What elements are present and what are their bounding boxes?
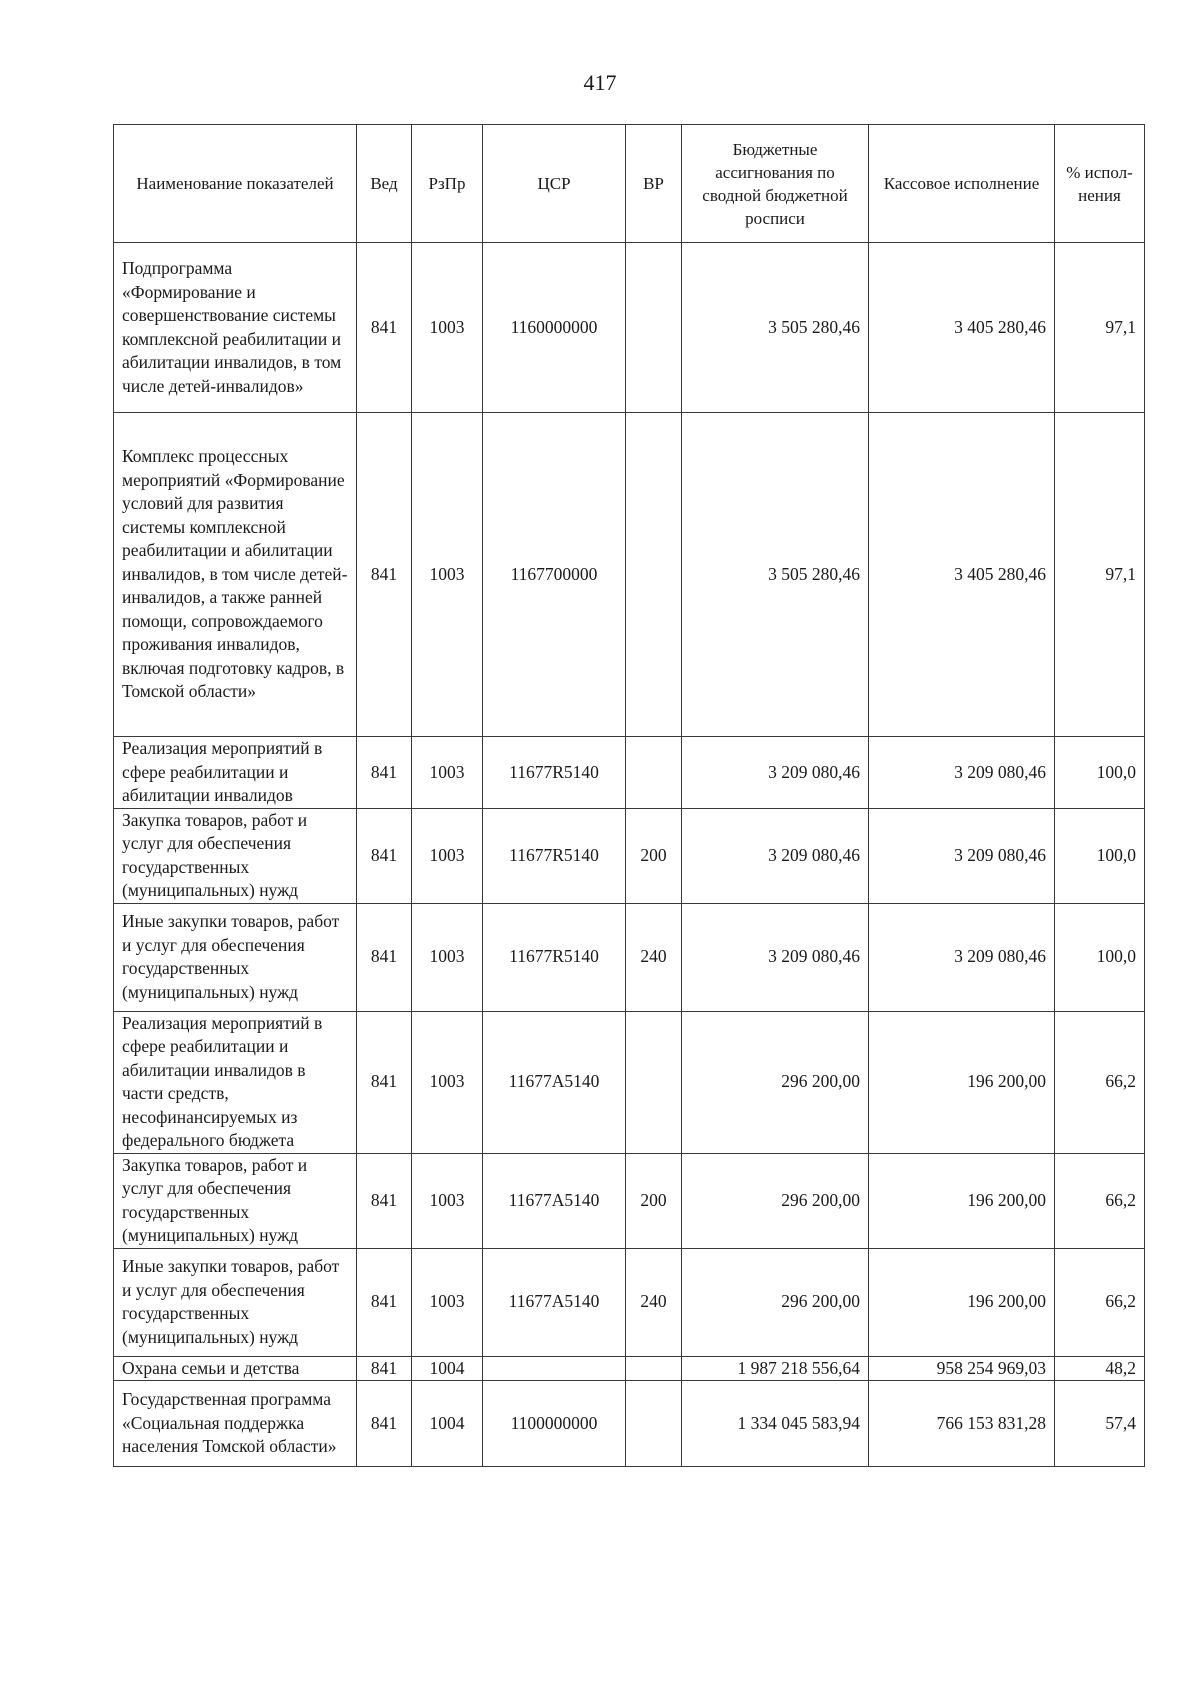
- cell-ved: 841: [357, 903, 412, 1011]
- header-vr: ВР: [626, 125, 682, 243]
- cell-name: Охрана семьи и детства: [114, 1356, 357, 1381]
- cell-assign: 3 209 080,46: [682, 808, 869, 903]
- cell-name: Закупка товаров, работ и услуг для обеспечения государственных (муниципальных) нужд: [114, 1153, 357, 1248]
- cell-cash: 196 200,00: [869, 1248, 1055, 1356]
- cell-cash: 3 405 280,46: [869, 243, 1055, 413]
- cell-rzpr: 1003: [412, 903, 483, 1011]
- cell-assign: 3 209 080,46: [682, 903, 869, 1011]
- header-name: Наименование показателей: [114, 125, 357, 243]
- cell-cash: 3 209 080,46: [869, 737, 1055, 809]
- cell-name: Государственная программа «Социальная поддержка населения Томской области»: [114, 1381, 357, 1467]
- cell-pct: 100,0: [1055, 903, 1145, 1011]
- cell-rzpr: 1004: [412, 1356, 483, 1381]
- cell-rzpr: 1003: [412, 1153, 483, 1248]
- cell-vr: 240: [626, 1248, 682, 1356]
- cell-name: Иные закупки товаров, работ и услуг для обеспечения государственных (муниципальных) нужд: [114, 1248, 357, 1356]
- cell-csr: 1160000000: [483, 243, 626, 413]
- header-csr: ЦСР: [483, 125, 626, 243]
- table-row: [114, 1011, 1145, 1153]
- cell-ved: 841: [357, 1153, 412, 1248]
- cell-csr: [483, 1356, 626, 1381]
- cell-rzpr: 1003: [412, 1011, 483, 1153]
- cell-name: Комплекс процессных мероприятий «Формирование условий для развития системы комплексной реабилитации и абилитации инвалидов, в том числе детей-инвалидов, а также ранней помощи, сопровождаемого проживания инвалидов, включая подготовку кадров, в Томской области»: [114, 413, 357, 737]
- page-number: 417: [583, 70, 617, 95]
- cell-vr: 200: [626, 1153, 682, 1248]
- table-header-row: [114, 125, 1145, 243]
- cell-vr: [626, 243, 682, 413]
- cell-pct: 66,2: [1055, 1153, 1145, 1248]
- cell-cash: 766 153 831,28: [869, 1381, 1055, 1467]
- cell-cash: 3 209 080,46: [869, 808, 1055, 903]
- cell-pct: 66,2: [1055, 1248, 1145, 1356]
- cell-assign: 296 200,00: [682, 1248, 869, 1356]
- cell-name: Закупка товаров, работ и услуг для обеспечения государственных (муниципальных) нужд: [114, 808, 357, 903]
- cell-assign: 3 209 080,46: [682, 737, 869, 809]
- header-percent: % испол-нения: [1055, 125, 1145, 243]
- header-rzpr: РзПр: [412, 125, 483, 243]
- cell-csr: 11677R5140: [483, 737, 626, 809]
- cell-pct: 100,0: [1055, 808, 1145, 903]
- cell-name: Иные закупки товаров, работ и услуг для обеспечения государственных (муниципальных) нужд: [114, 903, 357, 1011]
- cell-assign: 296 200,00: [682, 1153, 869, 1248]
- header-ved: Вед: [357, 125, 412, 243]
- cell-rzpr: 1003: [412, 243, 483, 413]
- cell-rzpr: 1003: [412, 808, 483, 903]
- cell-csr: 11677A5140: [483, 1011, 626, 1153]
- cell-name: Реализация мероприятий в сфере реабилитации и абилитации инвалидов: [114, 737, 357, 809]
- table-row: [114, 737, 1145, 809]
- table-row: [114, 1153, 1145, 1248]
- cell-cash: 3 209 080,46: [869, 903, 1055, 1011]
- header-cash-execution: Кассовое исполнение: [869, 125, 1055, 243]
- cell-vr: [626, 1356, 682, 1381]
- cell-cash: 958 254 969,03: [869, 1356, 1055, 1381]
- cell-assign: 1 334 045 583,94: [682, 1381, 869, 1467]
- cell-rzpr: 1004: [412, 1381, 483, 1467]
- budget-table: [113, 124, 1145, 1467]
- cell-csr: 1100000000: [483, 1381, 626, 1467]
- cell-assign: 3 505 280,46: [682, 413, 869, 737]
- cell-assign: 3 505 280,46: [682, 243, 869, 413]
- table-row: [114, 1248, 1145, 1356]
- cell-csr: 11677A5140: [483, 1153, 626, 1248]
- cell-pct: 48,2: [1055, 1356, 1145, 1381]
- cell-ved: 841: [357, 413, 412, 737]
- cell-ved: 841: [357, 1011, 412, 1153]
- table-row: [114, 1381, 1145, 1467]
- cell-cash: 196 200,00: [869, 1011, 1055, 1153]
- cell-pct: 100,0: [1055, 737, 1145, 809]
- cell-vr: 200: [626, 808, 682, 903]
- cell-pct: 57,4: [1055, 1381, 1145, 1467]
- cell-ved: 841: [357, 808, 412, 903]
- table-row: [114, 413, 1145, 737]
- cell-pct: 97,1: [1055, 243, 1145, 413]
- cell-csr: 11677A5140: [483, 1248, 626, 1356]
- cell-cash: 3 405 280,46: [869, 413, 1055, 737]
- cell-ved: 841: [357, 1381, 412, 1467]
- table-row: [114, 243, 1145, 413]
- cell-ved: 841: [357, 243, 412, 413]
- cell-vr: [626, 737, 682, 809]
- cell-vr: [626, 1011, 682, 1153]
- cell-cash: 196 200,00: [869, 1153, 1055, 1248]
- cell-name: Подпрограмма «Формирование и совершенствование системы комплексной реабилитации и абилитации инвалидов, в том числе детей-инвалидов»: [114, 243, 357, 413]
- cell-pct: 97,1: [1055, 413, 1145, 737]
- cell-ved: 841: [357, 1356, 412, 1381]
- table-row: [114, 808, 1145, 903]
- cell-rzpr: 1003: [412, 737, 483, 809]
- cell-name: Реализация мероприятий в сфере реабилитации и абилитации инвалидов в части средств, несофинансируемых из федерального бюджета: [114, 1011, 357, 1153]
- cell-vr: [626, 1381, 682, 1467]
- cell-csr: 11677R5140: [483, 808, 626, 903]
- cell-ved: 841: [357, 1248, 412, 1356]
- cell-rzpr: 1003: [412, 413, 483, 737]
- cell-vr: 240: [626, 903, 682, 1011]
- cell-vr: [626, 413, 682, 737]
- cell-csr: 1167700000: [483, 413, 626, 737]
- cell-pct: 66,2: [1055, 1011, 1145, 1153]
- table-row: [114, 903, 1145, 1011]
- cell-ved: 841: [357, 737, 412, 809]
- cell-assign: 1 987 218 556,64: [682, 1356, 869, 1381]
- cell-csr: 11677R5140: [483, 903, 626, 1011]
- cell-rzpr: 1003: [412, 1248, 483, 1356]
- table-row: [114, 1356, 1145, 1381]
- cell-assign: 296 200,00: [682, 1011, 869, 1153]
- header-assignments: Бюджетные ассигнования по сводной бюджетной росписи: [682, 125, 869, 243]
